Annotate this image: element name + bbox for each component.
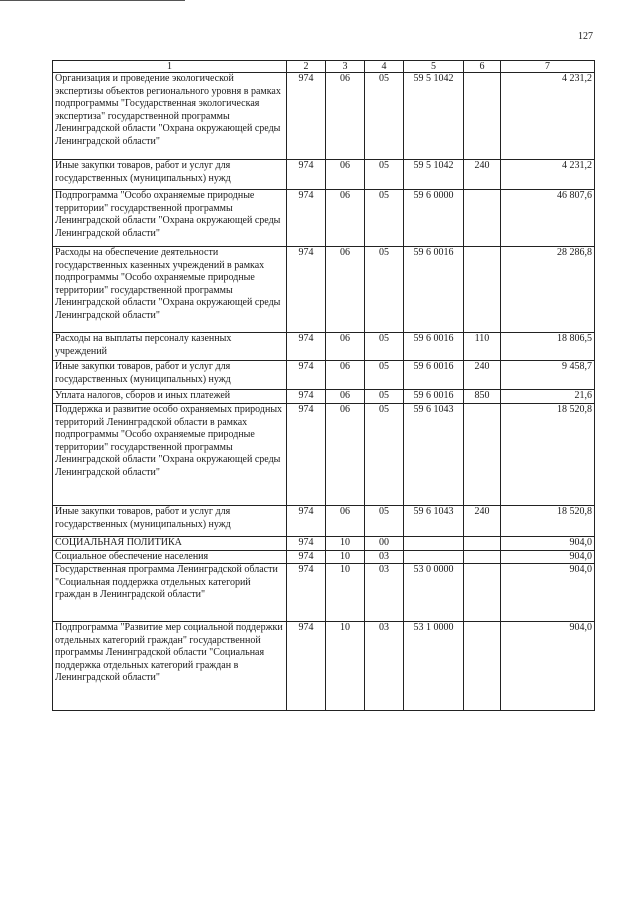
table-row <box>53 390 595 404</box>
row-name: Иные закупки товаров, работ и услуг для государственных (муниципальных) нужд <box>53 361 287 390</box>
cell-expense-type <box>464 537 501 551</box>
cell-expense-type <box>464 190 501 247</box>
row-name: Подпрограмма "Особо охраняемые природные территории" государственной программы Ленинградской области "Охрана окружающей среды Ленинградской области" <box>53 190 287 247</box>
cell-amount: 18 806,5 <box>501 333 595 361</box>
cell-section: 06 <box>326 73 365 160</box>
cell-target-code: 59 5 1042 <box>404 73 464 160</box>
cell-amount: 18 520,8 <box>501 404 595 506</box>
cell-subsection: 03 <box>365 564 404 622</box>
cell-target-code: 53 1 0000 <box>404 622 464 711</box>
cell-admin-code: 974 <box>287 564 326 622</box>
cell-expense-type <box>464 622 501 711</box>
cell-admin-code: 974 <box>287 361 326 390</box>
cell-expense-type: 240 <box>464 160 501 190</box>
row-name: Расходы на обеспечение деятельности государственных казенных учреждений в рамках подпрограммы "Особо охраняемые природные территории" государственной программы Ленинградской области "Охрана окружающей среды Ленинградской области" <box>53 247 287 333</box>
cell-expense-type: 240 <box>464 361 501 390</box>
cell-amount: 18 520,8 <box>501 506 595 537</box>
table-row <box>53 160 595 190</box>
table-row <box>53 550 595 564</box>
cell-target-code: 59 6 1043 <box>404 506 464 537</box>
cell-amount: 46 807,6 <box>501 190 595 247</box>
table-row <box>53 247 595 333</box>
cell-admin-code: 974 <box>287 506 326 537</box>
column-header: 3 <box>326 61 365 73</box>
row-name: Иные закупки товаров, работ и услуг для государственных (муниципальных) нужд <box>53 160 287 190</box>
table-row <box>53 564 595 622</box>
page-number: 127 <box>578 31 593 42</box>
cell-target-code <box>404 537 464 551</box>
cell-subsection: 03 <box>365 622 404 711</box>
row-name: Организация и проведение экологической экспертизы объектов регионального уровня в рамках подпрограммы "Государственная экологическая экспертиза" государственной программы Ленинградской области "Охрана окружающей среды Ленинградской области" <box>53 73 287 160</box>
row-name: Иные закупки товаров, работ и услуг для государственных (муниципальных) нужд <box>53 506 287 537</box>
cell-subsection: 05 <box>365 190 404 247</box>
cell-section: 06 <box>326 361 365 390</box>
table-row <box>53 361 595 390</box>
cell-admin-code: 974 <box>287 404 326 506</box>
cell-target-code: 59 6 0016 <box>404 333 464 361</box>
row-name: Социальное обеспечение населения <box>53 550 287 564</box>
cell-admin-code: 974 <box>287 390 326 404</box>
cell-subsection: 05 <box>365 160 404 190</box>
cell-expense-type <box>464 247 501 333</box>
cell-admin-code: 974 <box>287 160 326 190</box>
top-rule <box>0 0 185 1</box>
cell-target-code: 59 6 1043 <box>404 404 464 506</box>
row-name: Уплата налогов, сборов и иных платежей <box>53 390 287 404</box>
cell-subsection: 05 <box>365 73 404 160</box>
cell-amount: 4 231,2 <box>501 160 595 190</box>
cell-target-code: 59 6 0000 <box>404 190 464 247</box>
cell-subsection: 05 <box>365 390 404 404</box>
cell-expense-type: 850 <box>464 390 501 404</box>
cell-expense-type <box>464 404 501 506</box>
row-name: Государственная программа Ленинградской области "Социальная поддержка отдельных категорий граждан в Ленинградской области" <box>53 564 287 622</box>
cell-section: 06 <box>326 390 365 404</box>
table-row <box>53 404 595 506</box>
cell-target-code: 53 0 0000 <box>404 564 464 622</box>
table-row <box>53 537 595 551</box>
budget-table <box>52 60 595 711</box>
cell-target-code: 59 6 0016 <box>404 247 464 333</box>
row-name: Расходы на выплаты персоналу казенных учреждений <box>53 333 287 361</box>
cell-section: 06 <box>326 247 365 333</box>
cell-amount: 904,0 <box>501 550 595 564</box>
cell-amount: 9 458,7 <box>501 361 595 390</box>
cell-target-code <box>404 550 464 564</box>
table-header-row <box>53 61 595 73</box>
cell-admin-code: 974 <box>287 622 326 711</box>
cell-subsection: 05 <box>365 247 404 333</box>
table-row <box>53 333 595 361</box>
cell-amount: 4 231,2 <box>501 73 595 160</box>
row-name: СОЦИАЛЬНАЯ ПОЛИТИКА <box>53 537 287 551</box>
column-header: 4 <box>365 61 404 73</box>
table-row <box>53 506 595 537</box>
column-header: 1 <box>53 61 287 73</box>
cell-admin-code: 974 <box>287 190 326 247</box>
cell-expense-type: 110 <box>464 333 501 361</box>
row-name: Поддержка и развитие особо охраняемых природных территорий Ленинградской области в рамках подпрограммы "Особо охраняемые природные территории" государственной программы Ленинградской области "Охрана окружающей среды Ленинградской области" <box>53 404 287 506</box>
table-row <box>53 622 595 711</box>
cell-amount: 904,0 <box>501 537 595 551</box>
cell-section: 10 <box>326 622 365 711</box>
cell-section: 06 <box>326 506 365 537</box>
row-name: Подпрограмма "Развитие мер социальной поддержки отдельных категорий граждан" государственной программы Ленинградской области "Социальная поддержка отдельных категорий граждан в Ленинградской области" <box>53 622 287 711</box>
cell-amount: 21,6 <box>501 390 595 404</box>
cell-section: 10 <box>326 564 365 622</box>
cell-admin-code: 974 <box>287 550 326 564</box>
cell-expense-type: 240 <box>464 506 501 537</box>
cell-section: 10 <box>326 537 365 551</box>
cell-expense-type <box>464 550 501 564</box>
table-row <box>53 73 595 160</box>
table-row <box>53 190 595 247</box>
cell-admin-code: 974 <box>287 247 326 333</box>
cell-admin-code: 974 <box>287 537 326 551</box>
cell-subsection: 00 <box>365 537 404 551</box>
cell-amount: 904,0 <box>501 564 595 622</box>
cell-amount: 904,0 <box>501 622 595 711</box>
column-header: 7 <box>501 61 595 73</box>
cell-section: 06 <box>326 160 365 190</box>
cell-target-code: 59 6 0016 <box>404 390 464 404</box>
cell-subsection: 05 <box>365 506 404 537</box>
cell-target-code: 59 6 0016 <box>404 361 464 390</box>
cell-admin-code: 974 <box>287 73 326 160</box>
cell-expense-type <box>464 73 501 160</box>
cell-section: 06 <box>326 190 365 247</box>
cell-section: 10 <box>326 550 365 564</box>
cell-subsection: 05 <box>365 361 404 390</box>
column-header: 6 <box>464 61 501 73</box>
column-header: 5 <box>404 61 464 73</box>
cell-subsection: 05 <box>365 404 404 506</box>
cell-subsection: 05 <box>365 333 404 361</box>
cell-amount: 28 286,8 <box>501 247 595 333</box>
cell-expense-type <box>464 564 501 622</box>
cell-section: 06 <box>326 333 365 361</box>
cell-subsection: 03 <box>365 550 404 564</box>
column-header: 2 <box>287 61 326 73</box>
cell-section: 06 <box>326 404 365 506</box>
cell-target-code: 59 5 1042 <box>404 160 464 190</box>
cell-admin-code: 974 <box>287 333 326 361</box>
